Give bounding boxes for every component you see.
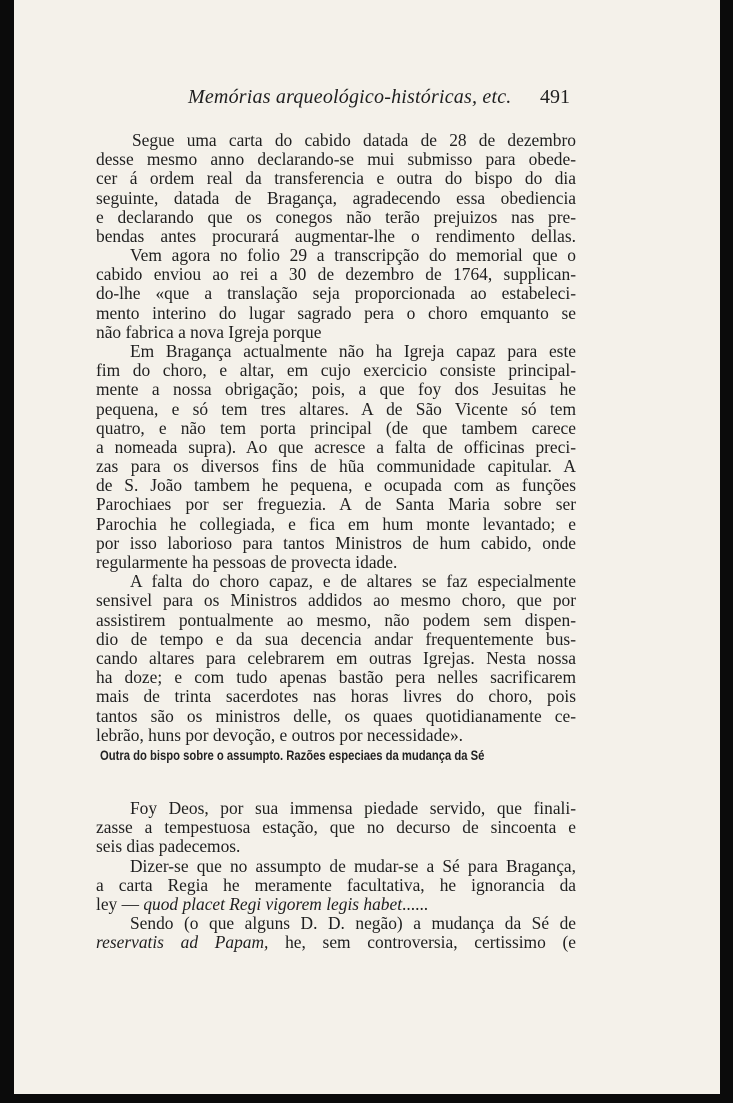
section-heading: Outra do bispo sobre o assumpto. Razões especiaes da mudança da Sé <box>100 748 485 763</box>
text-line: de S. João tambem he pequena, e ocupada com as funções <box>96 475 576 495</box>
text-line: lebrão, huns por devoção, e outros por necessidade». <box>96 725 464 745</box>
text-line: pequena, e só tem tres altares. A de São Vicente só tem <box>96 399 576 419</box>
text-line: zasse a tempestuosa estação, que no decurso de sincoenta e <box>96 817 576 837</box>
text-line: assistirem pontualmente ao mesmo, não podem sem dispen- <box>96 610 576 630</box>
text-line: Sendo (o que alguns D. D. negão) a mudança da Sé de <box>130 913 576 933</box>
page-header <box>14 80 720 110</box>
book-page <box>14 0 720 1094</box>
text-line: desse mesmo anno declarando-se mui submisso para obede- <box>96 149 576 169</box>
text-line: Segue uma carta do cabido datada de 28 de dezembro <box>132 130 576 150</box>
text-line: zas para os diversos fins de hũa communidade capitular. A <box>96 456 576 476</box>
text-line: por isso laborioso para tantos Ministros de hum cabido, onde <box>96 533 576 553</box>
text-line: Vem agora no folio 29 a transcripção do memorial que o <box>130 245 576 265</box>
text-line: Em Bragança actualmente não ha Igreja capaz para este <box>130 341 576 361</box>
text-line: Parochia he collegiada, e fica em hum monte levantado; e <box>96 514 576 534</box>
text-line: sensivel para os Ministros addidos ao mesmo choro, que por <box>96 590 576 610</box>
text-line: Dizer-se que no assumpto de mudar-se a Sé para Bragança, <box>130 856 576 876</box>
text-line: Parochiaes por ser freguezia. A de Santa Maria sobre ser <box>96 494 576 514</box>
text-line: mais de trinta sacerdotes nas horas livres do choro, pois <box>96 686 576 706</box>
text-line: dio de tempo e da sua decencia andar frequentemente bus- <box>96 629 576 649</box>
text-line: seis dias padecemos. <box>96 836 241 856</box>
text-line: ha doze; e com tudo apenas bastão pera nelles sacrificarem <box>96 667 576 687</box>
text-line: e declarando que os conegos não terão prejuizos nas pre- <box>96 207 576 227</box>
text-line: do-lhe «que a translação seja proporcionada ao estabeleci- <box>96 283 576 303</box>
text-line: bendas antes procurará augmentar-lhe o rendimento dellas. <box>96 226 576 246</box>
text-line: tantos são os ministros delle, os quaes quotidianamente ce- <box>96 706 576 726</box>
text-line: não fabrica a nova Igreja porque <box>96 322 322 342</box>
text-line: a nomeada supra). Ao que acresce a falta de officinas preci- <box>96 437 576 457</box>
running-title: Memórias arqueológico-históricas, etc. <box>188 86 512 108</box>
text-line: fim do choro, e altar, em cujo exercicio consiste principal- <box>96 360 576 380</box>
text-line: quatro, e não tem porta principal (de que tambem carece <box>96 418 576 438</box>
text-line <box>96 894 576 914</box>
text-line: mento interino do lugar sagrado pera o choro emquanto se <box>96 303 576 323</box>
text-line: cando altares para celebrarem em outras Igrejas. Nesta nossa <box>96 648 576 668</box>
text-span: ...... <box>402 894 429 914</box>
text-line <box>96 932 576 952</box>
text-line: regularmente ha pessoas de provecta idade. <box>96 552 398 572</box>
text-line: Foy Deos, por sua immensa piedade servido, que finali- <box>130 798 576 818</box>
text-line: a carta Regia he meramente facultativa, he ignorancia da <box>96 875 576 895</box>
text-line: mente a nossa obrigação; pois, a que foy dos Jesuitas he <box>96 379 576 399</box>
page-number: 491 <box>540 86 570 108</box>
text-line: cer á ordem real da transferencia e outra do bispo do dia <box>96 168 576 188</box>
latin-quote: quod placet Regi vigorem legis habet <box>143 894 403 914</box>
text-line: cabido enviou ao rei a 30 de dezembro de 1764, supplican- <box>96 264 576 284</box>
text-span: ley — <box>96 894 144 914</box>
text-line: seguinte, datada de Bragança, agradecendo essa obediencia <box>96 188 576 208</box>
text-line: A falta do choro capaz, e de altares se faz especialmente <box>130 571 576 591</box>
text-span: he, sem controversia, certissimo (e <box>268 932 576 952</box>
latin-term: reservatis ad Papam, <box>96 932 269 952</box>
